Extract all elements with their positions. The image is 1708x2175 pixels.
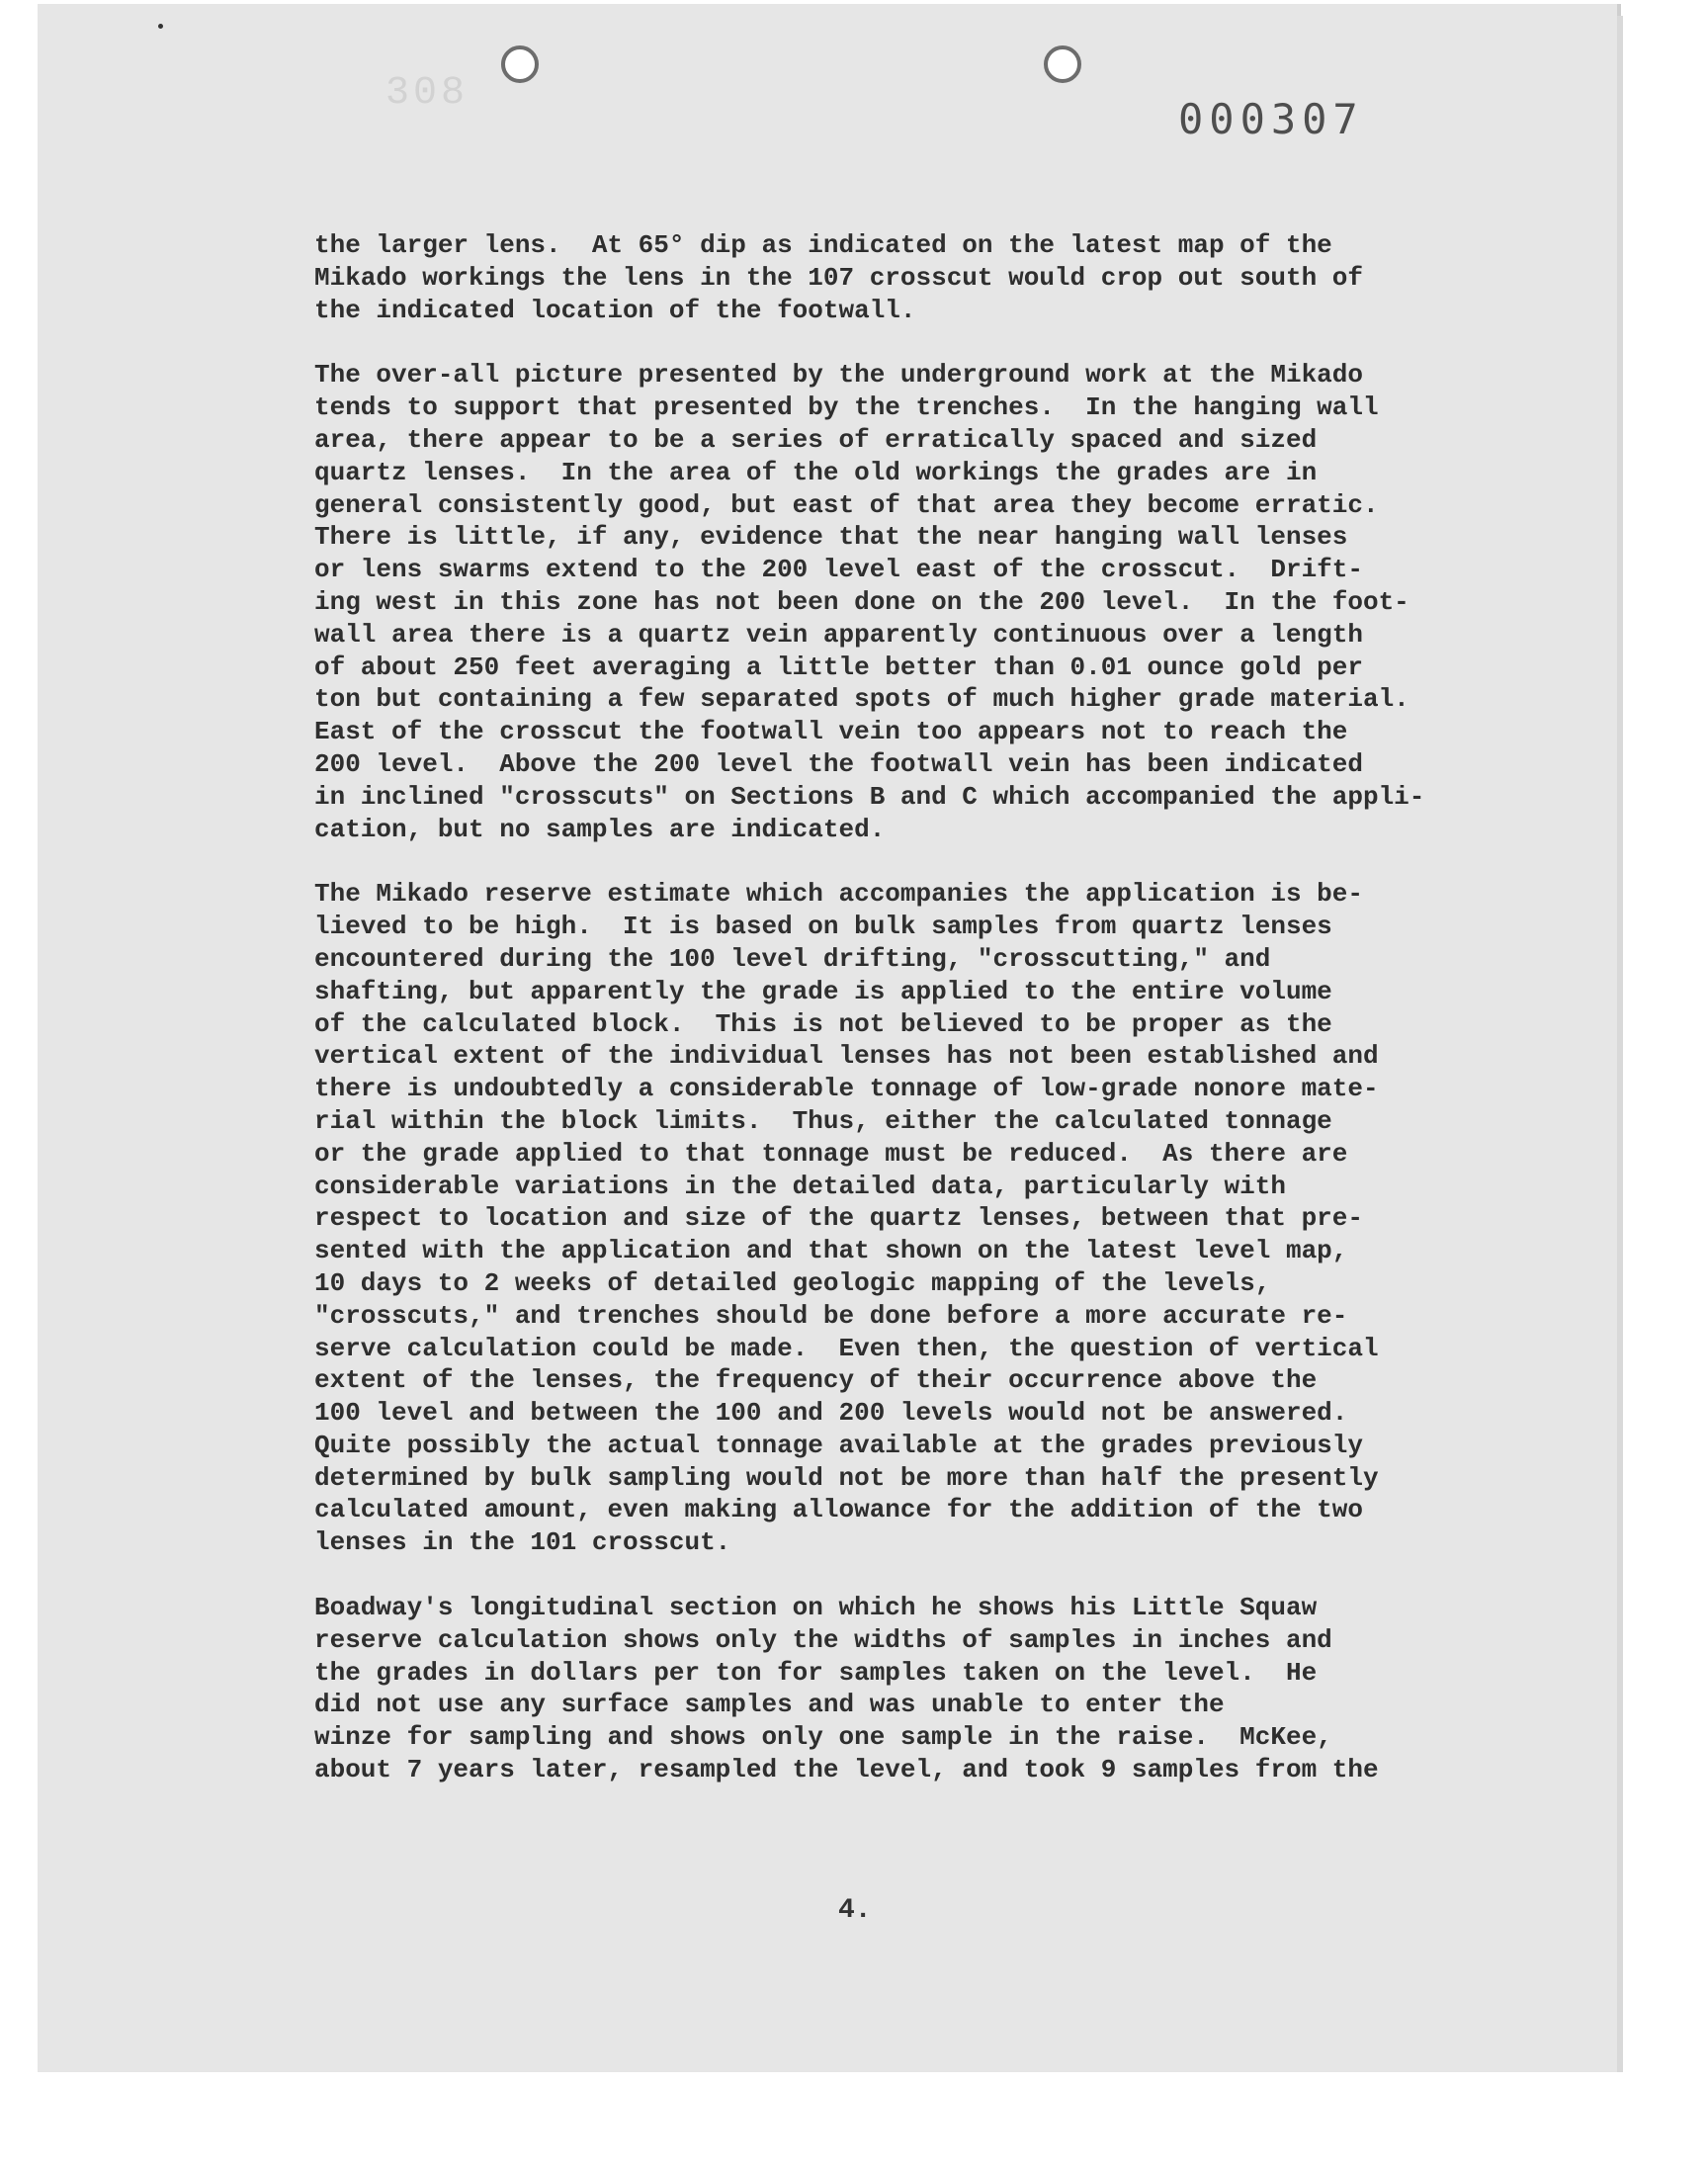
- text-line: Mikado workings the lens in the 107 crosscut would crop out south of: [314, 262, 1363, 293]
- page-number: 4.: [838, 1895, 872, 1926]
- text-line: quartz lenses. In the area of the old workings the grades are in: [314, 457, 1318, 487]
- text-line: lenses in the 101 crosscut.: [314, 1527, 731, 1558]
- paragraph: [314, 229, 1530, 326]
- text-line: Boadway's longitudinal section on which he shows his Little Squaw: [314, 1593, 1318, 1623]
- text-line: reserve calculation shows only the widths of samples in inches and: [314, 1624, 1332, 1655]
- text-line: tends to support that presented by the trenches. In the hanging wall: [314, 392, 1379, 423]
- text-line: there is undoubtedly a considerable tonnage of low-grade nonore mate-: [314, 1074, 1379, 1104]
- text-line: or the grade applied to that tonnage must be reduced. As there are: [314, 1138, 1348, 1169]
- body-text: [314, 229, 1530, 1819]
- text-line: did not use any surface samples and was unable to enter the: [314, 1690, 1225, 1720]
- text-line: East of the crosscut the footwall vein too appears not to reach the: [314, 717, 1348, 747]
- text-line: the grades in dollars per ton for samples taken on the level. He: [314, 1657, 1318, 1688]
- text-line: cation, but no samples are indicated.: [314, 814, 886, 844]
- text-line: respect to location and size of the quartz lenses, between that pre-: [314, 1203, 1363, 1234]
- paragraph: [314, 1592, 1530, 1786]
- text-line: determined by bulk sampling would not be more than half the presently: [314, 1462, 1379, 1493]
- text-line: extent of the lenses, the frequency of their occurrence above the: [314, 1365, 1318, 1396]
- text-line: vertical extent of the individual lenses has not been established and: [314, 1041, 1379, 1072]
- text-line: 10 days to 2 weeks of detailed geologic mapping of the levels,: [314, 1267, 1271, 1298]
- text-line: calculated amount, even making allowance for the addition of the two: [314, 1495, 1363, 1525]
- text-line: about 7 years later, resampled the level, and took 9 samples from the: [314, 1755, 1379, 1785]
- text-line: the indicated location of the footwall.: [314, 295, 916, 325]
- text-line: of about 250 feet averaging a little better than 0.01 ounce gold per: [314, 652, 1363, 682]
- text-line: winze for sampling and shows only one sample in the raise. McKee,: [314, 1722, 1332, 1753]
- text-line: considerable variations in the detailed data, particularly with: [314, 1171, 1286, 1201]
- text-line: Quite possibly the actual tonnage available at the grades previously: [314, 1430, 1363, 1460]
- text-line: encountered during the 100 level drifting, "crosscutting," and: [314, 943, 1271, 974]
- bleed-through-number: 308: [385, 71, 470, 116]
- text-line: the larger lens. At 65° dip as indicated on the latest map of the: [314, 230, 1332, 260]
- text-line: area, there appear to be a series of erratically spaced and sized: [314, 424, 1318, 455]
- text-line: sented with the application and that shown on the latest level map,: [314, 1236, 1348, 1266]
- text-line: The over-all picture presented by the underground work at the Mikado: [314, 360, 1363, 391]
- punch-hole-left: [501, 45, 539, 83]
- paragraph: [314, 359, 1530, 845]
- punch-hole-right: [1044, 45, 1081, 83]
- text-line: ton but containing a few separated spots of much higher grade material.: [314, 684, 1409, 715]
- text-line: general consistently good, but east of that area they become erratic.: [314, 489, 1379, 520]
- sheet-backing-edge: [1617, 16, 1623, 2072]
- text-line: There is little, if any, evidence that the near hanging wall lenses: [314, 522, 1348, 553]
- text-line: in inclined "crosscuts" on Sections B and C which accompanied the appli-: [314, 781, 1425, 812]
- text-line: wall area there is a quartz vein apparently continuous over a length: [314, 619, 1363, 650]
- paragraph: [314, 878, 1530, 1559]
- text-line: shafting, but apparently the grade is applied to the entire volume: [314, 976, 1332, 1006]
- text-line: "crosscuts," and trenches should be done before a more accurate re-: [314, 1300, 1348, 1331]
- stray-ink-mark: [158, 24, 163, 29]
- text-line: ing west in this zone has not been done on the 200 level. In the foot-: [314, 586, 1409, 617]
- text-line: or lens swarms extend to the 200 level east of the crosscut. Drift-: [314, 555, 1363, 585]
- text-line: lieved to be high. It is based on bulk samples from quartz lenses: [314, 912, 1332, 942]
- text-line: 100 level and between the 100 and 200 levels would not be answered.: [314, 1398, 1348, 1429]
- text-line: of the calculated block. This is not believed to be proper as the: [314, 1008, 1332, 1039]
- document-number: 000307: [1178, 95, 1364, 143]
- text-line: rial within the block limits. Thus, either the calculated tonnage: [314, 1105, 1332, 1136]
- text-line: The Mikado reserve estimate which accompanies the application is be-: [314, 879, 1363, 910]
- text-line: 200 level. Above the 200 level the footwall vein has been indicated: [314, 748, 1363, 779]
- text-line: serve calculation could be made. Even then, the question of vertical: [314, 1333, 1379, 1363]
